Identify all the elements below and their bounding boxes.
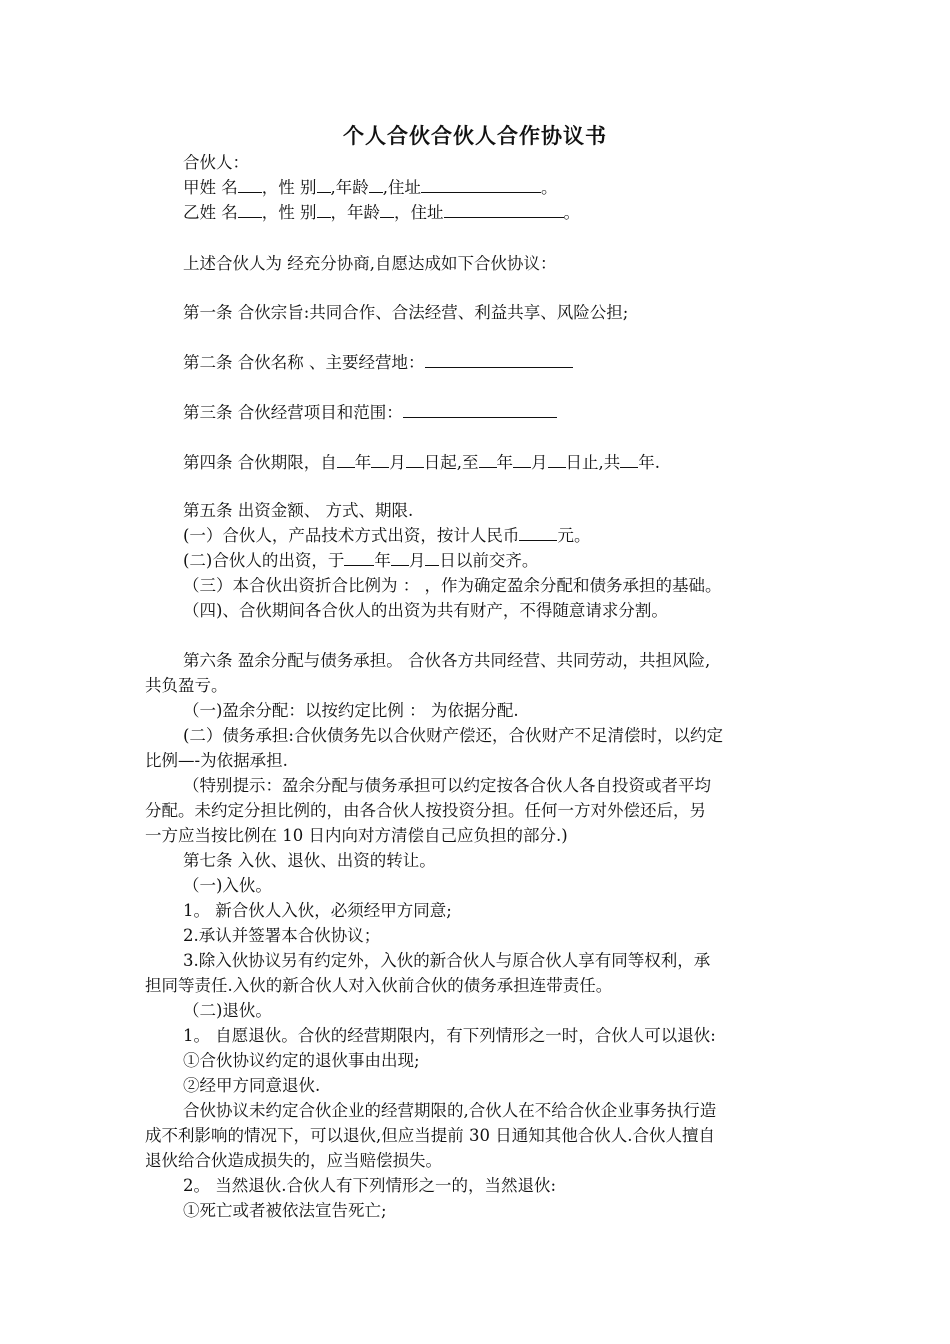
end-day-blank[interactable]	[548, 451, 566, 468]
party-b-gender-blank[interactable]	[317, 201, 331, 218]
party-b-age-blank[interactable]	[380, 201, 394, 218]
withdrawal-no-term: 合伙协议未约定合伙企业的经营期限的,合伙人在不给合伙企业事务执行造	[183, 1101, 717, 1120]
payment-day-blank[interactable]	[425, 549, 439, 566]
withdrawal-automatic-case-1: ①死亡或者被依法宣告死亡;	[183, 1201, 387, 1220]
partners-heading: 合伙人：	[183, 153, 249, 172]
article-4-term: 第四条 合伙期限，自 年 月 日起,至 年 月 日止,共 年.	[183, 453, 660, 472]
capital-item-1: (一）合伙人，产品技术方式出资，按计人民币 元。	[183, 526, 591, 545]
party-b-line: 乙姓 名 ，性 别 ，年龄 ，住址 。	[183, 203, 580, 222]
start-year-blank[interactable]	[337, 451, 355, 468]
article-7-admission: 第七条 入伙、退伙、出资的转让。	[183, 851, 436, 870]
article-5-capital: 第五条 出资金额、 方式、期限.	[183, 501, 414, 520]
special-note-cont-1: 分配。未约定分担比例的，由各合伙人按投资分担。任何一方对外偿还后，另	[145, 801, 706, 820]
total-years-blank[interactable]	[620, 451, 638, 468]
profit-distribution: （一)盈余分配：以按约定比例 ： 为依据分配.	[183, 701, 519, 720]
article-3-scope: 第三条 合伙经营项目和范围：	[183, 400, 557, 425]
end-month-blank[interactable]	[513, 451, 531, 468]
article-6-profit: 第六条 盈余分配与债务承担。 合伙各方共同经营、共同劳动，共担风险,	[183, 651, 711, 670]
withdrawal-case-2: ②经甲方同意退伙.	[183, 1076, 321, 1095]
admission-heading: （一)入伙。	[183, 876, 272, 895]
admission-item-3: 3.除入伙协议另有约定外，入伙的新合伙人与原合伙人享有同等权利，承	[183, 951, 711, 970]
debt-bearing-cont: 比例—-为依据承担.	[145, 751, 288, 770]
admission-item-3-cont: 担同等责任.入伙的新合伙人对入伙前合伙的债务承担连带责任。	[145, 976, 613, 995]
party-b-name-blank[interactable]	[238, 201, 262, 218]
special-note: （特别提示：盈余分配与债务承担可以约定按各合伙人各自投资或者平均	[183, 776, 711, 795]
withdrawal-automatic: 2。 当然退伙.合伙人有下列情形之一的，当然退伙:	[183, 1176, 557, 1195]
article-2-name: 第二条 合伙名称 、主要经营地：	[183, 350, 573, 375]
withdrawal-no-term-cont-1: 成不利影响的情况下，可以退伙,但应当提前 30 日通知其他合伙人.合伙人擅自	[145, 1126, 715, 1145]
party-a-line: 甲姓 名 ，性 别 ,年龄 ,住址 。	[183, 178, 558, 197]
party-a-age-blank[interactable]	[369, 176, 383, 193]
capital-item-2: (二)合伙人的出资，于 年 月 日以前交齐。	[183, 551, 539, 570]
debt-bearing: (二）债务承担:合伙债务先以合伙财产偿还，合伙财产不足清偿时，以约定	[183, 726, 723, 745]
party-b-address-blank[interactable]	[444, 201, 564, 218]
special-note-cont-2: 一方应当按比例在 10 日内向对方清偿自己应负担的部分.)	[145, 826, 568, 845]
party-a-gender-blank[interactable]	[317, 176, 331, 193]
article-6-profit-cont: 共负盈亏。	[145, 676, 228, 695]
withdrawal-no-term-cont-2: 退伙给合伙造成损失的，应当赔偿损失。	[145, 1151, 442, 1170]
capital-item-3: （三）本合伙出资折合比例为 ： ，作为确定盈余分配和债务承担的基础。	[183, 576, 722, 595]
capital-amount-blank[interactable]	[519, 524, 557, 541]
start-month-blank[interactable]	[371, 451, 389, 468]
business-scope-blank[interactable]	[403, 401, 557, 418]
capital-item-4: （四)、合伙期间各合伙人的出资为共有财产，不得随意请求分割。	[183, 601, 668, 620]
withdrawal-heading: （二)退伙。	[183, 1001, 272, 1020]
admission-item-1: 1。 新合伙人入伙，必须经甲方同意;	[183, 901, 452, 920]
payment-month-blank[interactable]	[391, 549, 409, 566]
end-year-blank[interactable]	[479, 451, 497, 468]
admission-item-2: 2.承认并签署本合伙协议；	[183, 926, 381, 945]
withdrawal-voluntary: 1。 自愿退伙。合伙的经营期限内，有下列情形之一时，合伙人可以退伙:	[183, 1026, 716, 1045]
party-a-name-blank[interactable]	[238, 176, 262, 193]
payment-year-blank[interactable]	[344, 549, 374, 566]
start-day-blank[interactable]	[406, 451, 424, 468]
document-title: 个人合伙合伙人合作协议书	[343, 123, 607, 148]
partnership-name-blank[interactable]	[425, 351, 573, 368]
article-1-purpose: 第一条 合伙宗旨:共同合作、合法经营、利益共享、风险公担;	[183, 303, 629, 322]
preamble-paragraph: 上述合伙人为 经充分协商,自愿达成如下合伙协议：	[183, 254, 557, 273]
withdrawal-case-1: ①合伙协议约定的退伙事由出现;	[183, 1051, 420, 1070]
party-a-address-blank[interactable]	[421, 176, 541, 193]
